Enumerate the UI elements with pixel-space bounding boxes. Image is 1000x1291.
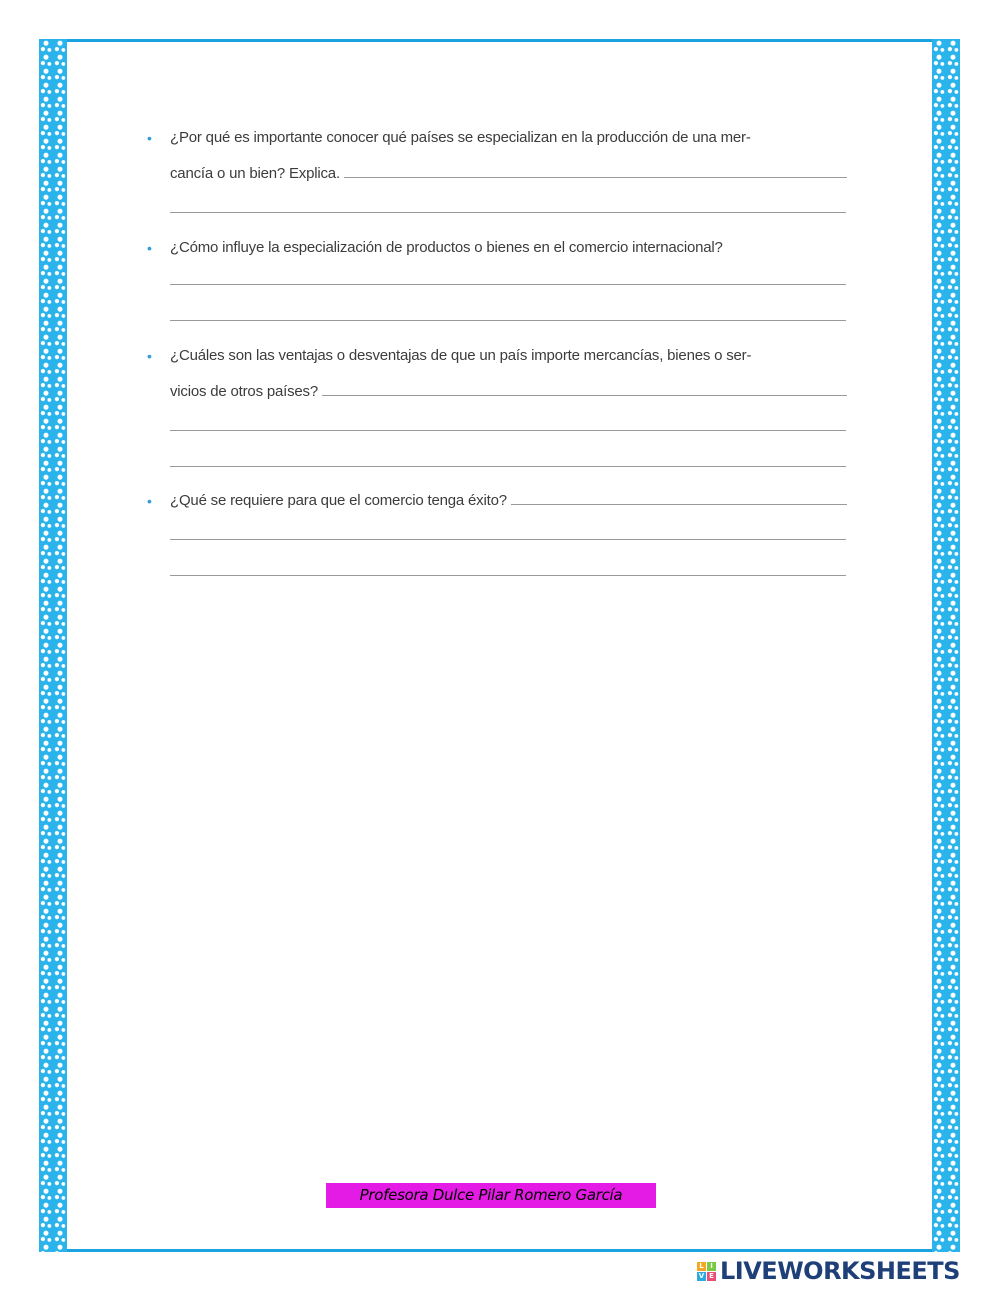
logo-letter: L — [697, 1262, 706, 1271]
question-1-line-1: ¿Por qué es importante conocer qué países se especializan en la producción de una mer- — [170, 129, 751, 146]
decorative-border-right — [932, 39, 960, 1252]
answer-field[interactable] — [511, 504, 847, 505]
answer-line[interactable] — [170, 539, 846, 540]
answer-line[interactable] — [170, 284, 846, 285]
question-1-line-2: cancía o un bien? Explica. — [170, 165, 340, 182]
question-2-line-1: ¿Cómo influye la especialización de productos o bienes en el comercio internacional? — [170, 239, 723, 256]
page-frame — [39, 39, 960, 1252]
answer-line[interactable] — [170, 466, 846, 467]
answer-field[interactable] — [322, 395, 847, 396]
bullet-icon: • — [147, 240, 152, 256]
answer-line[interactable] — [170, 430, 846, 431]
question-4-line-1: ¿Qué se requiere para que el comercio tenga éxito? — [170, 492, 507, 509]
bullet-icon: • — [147, 130, 152, 146]
logo-letter: V — [698, 1271, 705, 1280]
teacher-signature: Profesora Dulce Pilar Romero García — [326, 1183, 656, 1208]
brand-name: LIVEWORKSHEETS — [720, 1257, 960, 1285]
answer-line[interactable] — [170, 320, 846, 321]
logo-letter: I — [707, 1262, 716, 1271]
live-logo-icon — [697, 1262, 716, 1281]
decorative-border-left — [39, 39, 67, 1252]
answer-line[interactable] — [170, 212, 846, 213]
answer-line[interactable] — [170, 575, 846, 576]
liveworksheets-logo[interactable] — [697, 1257, 960, 1285]
logo-letter: E — [707, 1272, 716, 1281]
bullet-icon: • — [147, 493, 152, 509]
bullet-icon: • — [147, 348, 152, 364]
question-3-line-1: ¿Cuáles son las ventajas o desventajas de que un país importe mercancías, bienes o ser- — [170, 347, 752, 364]
question-3-line-2: vicios de otros países? — [170, 383, 318, 400]
answer-field[interactable] — [344, 177, 847, 178]
